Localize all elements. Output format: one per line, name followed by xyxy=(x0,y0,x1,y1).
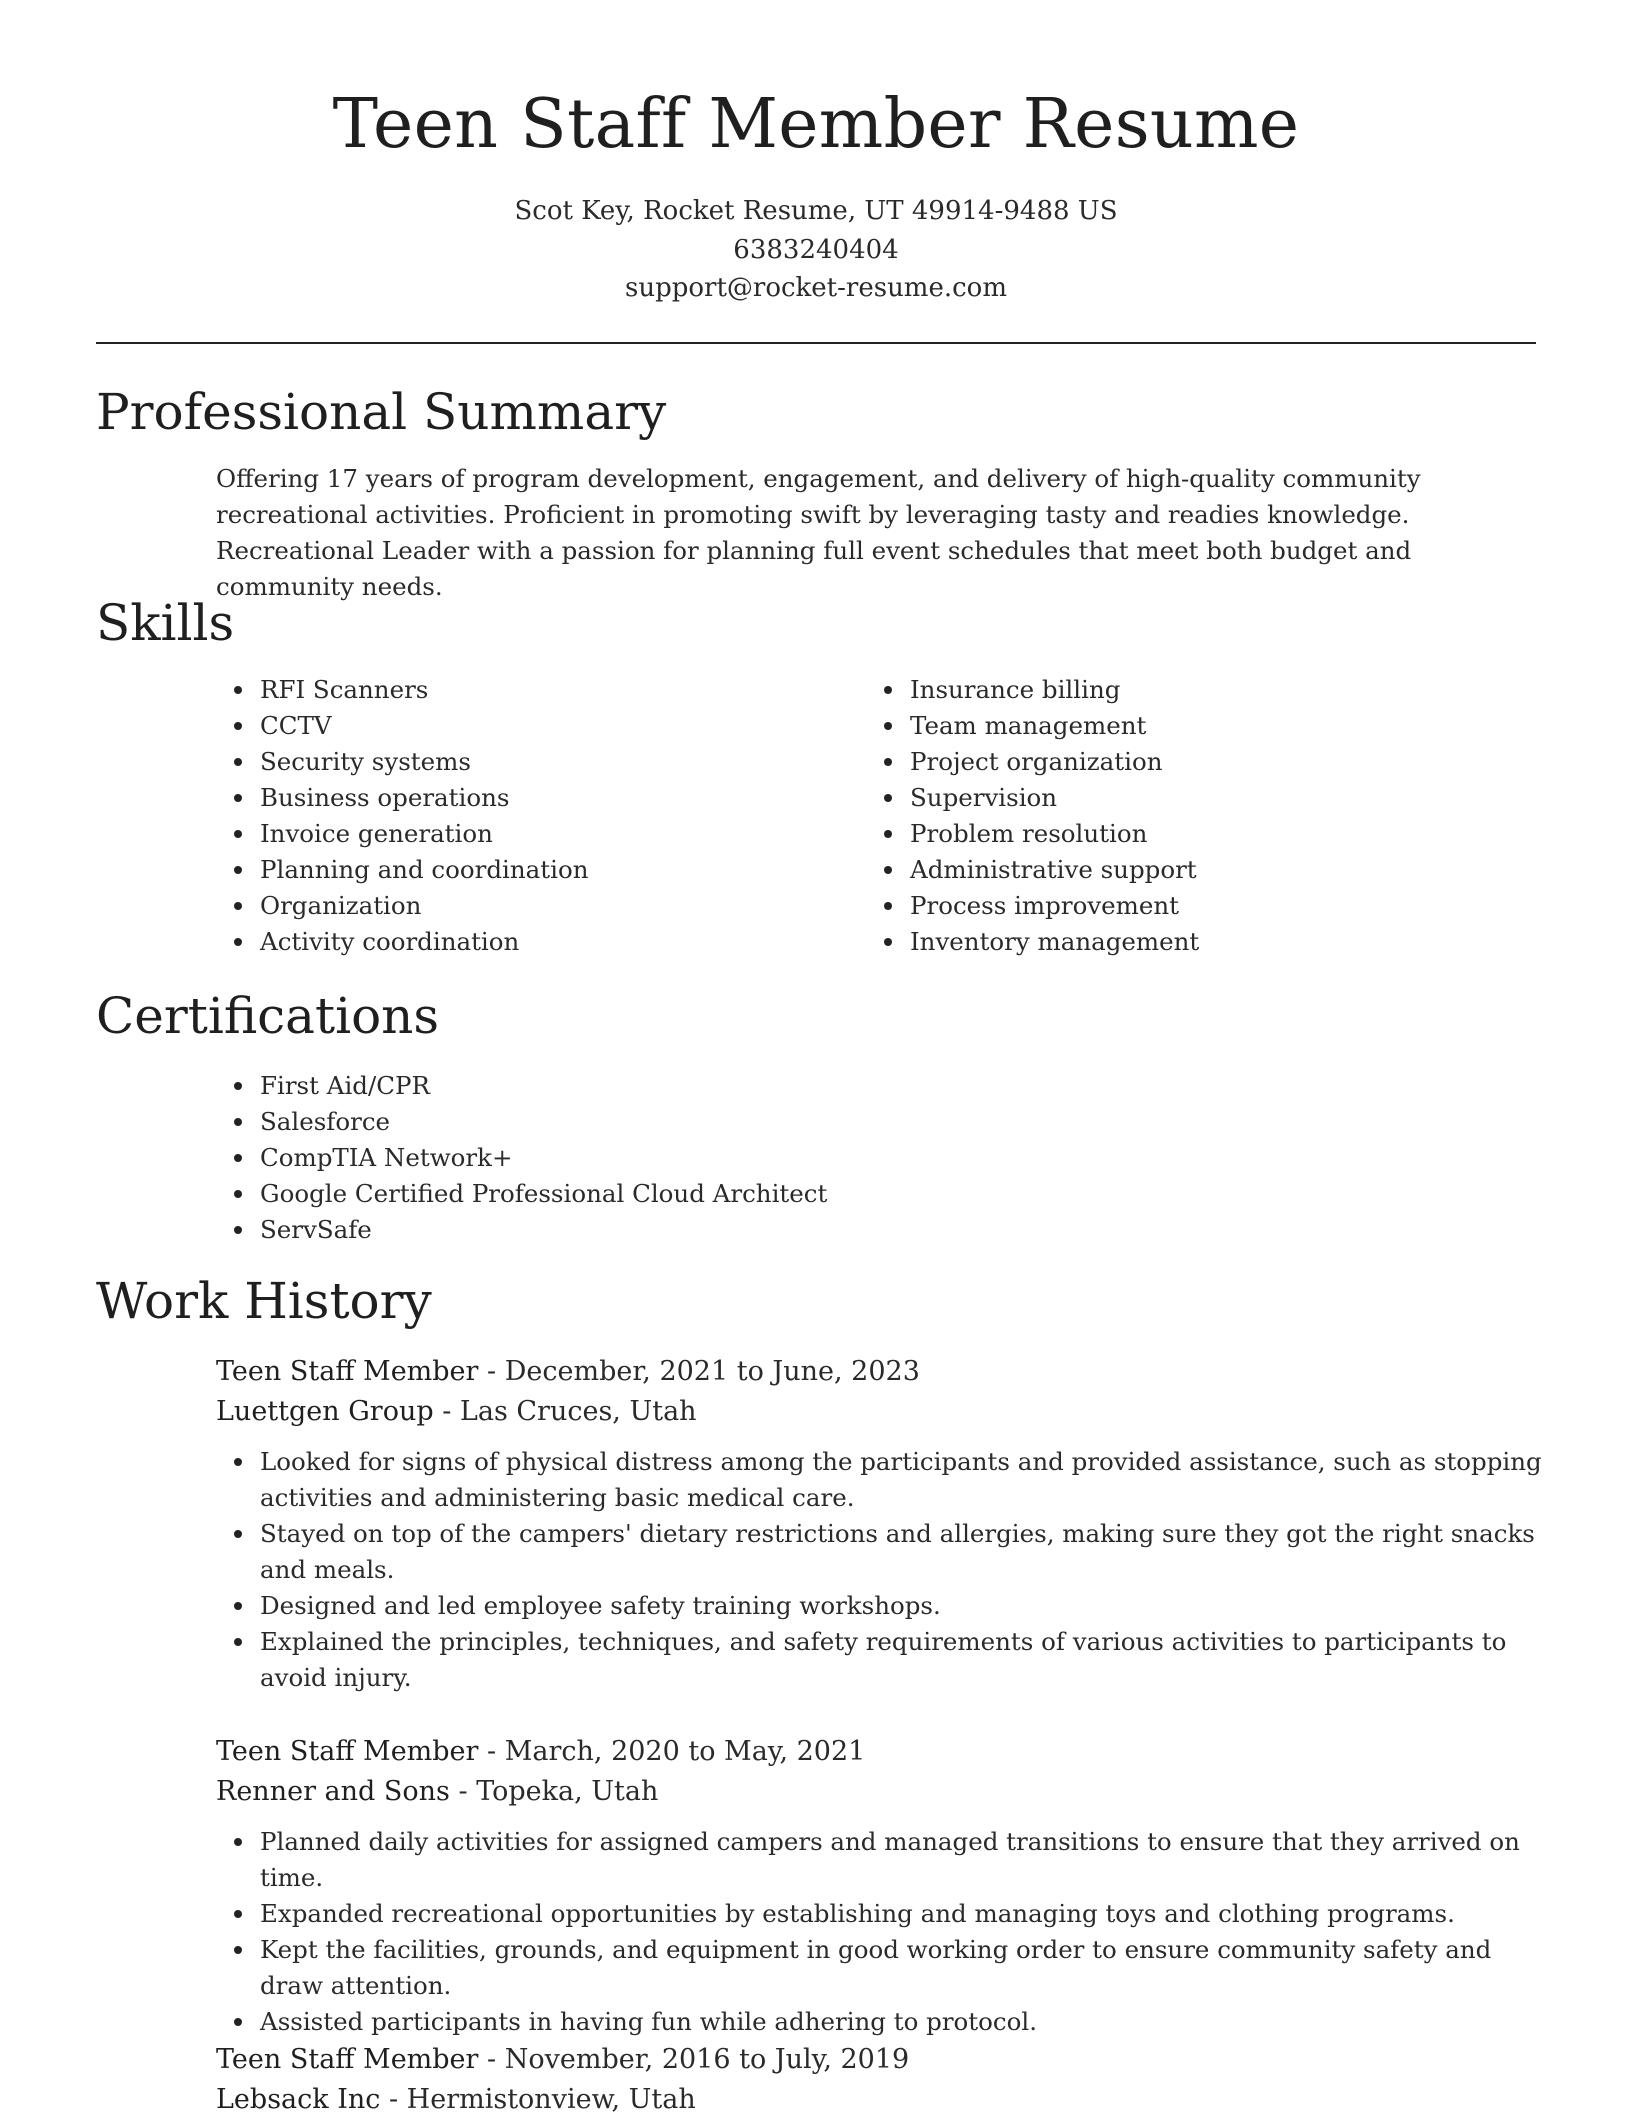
certification-item: CompTIA Network+ xyxy=(260,1140,1560,1176)
skill-item: Problem resolution xyxy=(910,816,1530,852)
skill-item: Insurance billing xyxy=(910,672,1530,708)
skill-item: Project organization xyxy=(910,744,1530,780)
job-company-line xyxy=(216,1772,658,1812)
skills-list-right xyxy=(866,672,1530,960)
job-location: - Las Cruces, Utah xyxy=(433,1396,697,1427)
job-location: - Topeka, Utah xyxy=(449,1776,659,1807)
job-title-line xyxy=(216,1732,865,1772)
job-company-line xyxy=(216,2080,696,2120)
job-bullet: Assisted participants in having fun while adhering to protocol. xyxy=(260,2004,1542,2040)
job-bullet: Planned daily activities for assigned campers and managed transitions to ensure that they arrived on time. xyxy=(260,1824,1542,1896)
job-company: Luettgen Group xyxy=(216,1396,434,1427)
skill-item: Planning and coordination xyxy=(260,852,820,888)
job-title: Teen Staff Member xyxy=(216,2044,479,2075)
certifications-list xyxy=(216,1068,1560,1248)
skill-item: Business operations xyxy=(260,780,820,816)
work-history-heading: Work History xyxy=(96,1272,432,1330)
job-location: - Hermistonview, Utah xyxy=(380,2084,696,2115)
job-dates: - December, 2021 to June, 2023 xyxy=(478,1356,920,1387)
job-bullet: Kept the facilities, grounds, and equipment in good working order to ensure community safety and draw attention. xyxy=(260,1932,1542,2004)
skill-item: Inventory management xyxy=(910,924,1530,960)
summary-text: Offering 17 years of program development, engagement, and delivery of high-quality community recreational activities. Proficient in promoting swift by leveraging tasty and readies knowledge. Recreational Leader with a passion for planning full event schedules that meet both budget and community needs. xyxy=(216,464,1421,601)
job-bullet: Designed and led employee safety training workshops. xyxy=(260,1588,1542,1624)
contact-address: Scot Key, Rocket Resume, UT 49914-9488 US xyxy=(514,196,1118,226)
skill-item: Process improvement xyxy=(910,888,1530,924)
job-title: Teen Staff Member xyxy=(216,1356,479,1387)
skill-item: Administrative support xyxy=(910,852,1530,888)
skills-list-left xyxy=(216,672,820,960)
job-title: Teen Staff Member xyxy=(216,1736,479,1767)
job-bullets xyxy=(216,1824,1542,2040)
certifications-heading: Certifications xyxy=(96,987,440,1045)
skill-item: RFI Scanners xyxy=(260,672,820,708)
resume-title: Teen Staff Member Resume xyxy=(332,85,1300,164)
job-title-line xyxy=(216,1352,920,1392)
skill-item: Security systems xyxy=(260,744,820,780)
job-bullet: Stayed on top of the campers' dietary restrictions and allergies, making sure they got the right snacks and meals. xyxy=(260,1516,1542,1588)
skill-item: Supervision xyxy=(910,780,1530,816)
job-dates: - March, 2020 to May, 2021 xyxy=(478,1736,866,1767)
job-company: Renner and Sons xyxy=(216,1776,450,1807)
certification-item: Salesforce xyxy=(260,1104,1560,1140)
summary-heading: Professional Summary xyxy=(96,383,667,441)
job-company-line xyxy=(216,1392,697,1432)
certification-item: ServSafe xyxy=(260,1212,1560,1248)
certification-item: First Aid/CPR xyxy=(260,1068,1560,1104)
skill-item: Organization xyxy=(260,888,820,924)
job-bullets xyxy=(216,1444,1542,1696)
skill-item: Invoice generation xyxy=(260,816,820,852)
job-dates: - November, 2016 to July, 2019 xyxy=(478,2044,910,2075)
job-company: Lebsack Inc xyxy=(216,2084,381,2115)
contact-email: support@rocket-resume.com xyxy=(624,273,1007,303)
certification-item: Google Certified Professional Cloud Architect xyxy=(260,1176,1560,1212)
header-divider xyxy=(96,342,1536,344)
job-bullet: Explained the principles, techniques, and safety requirements of various activities to participants to avoid injury. xyxy=(260,1624,1542,1696)
contact-phone: 6383240404 xyxy=(733,235,899,265)
skills-heading: Skills xyxy=(96,594,235,652)
job-bullet: Expanded recreational opportunities by establishing and managing toys and clothing programs. xyxy=(260,1896,1542,1932)
job-bullet: Looked for signs of physical distress among the participants and provided assistance, such as stopping activities and administering basic medical care. xyxy=(260,1444,1542,1516)
job-title-line xyxy=(216,2040,909,2080)
skill-item: CCTV xyxy=(260,708,820,744)
skill-item: Activity coordination xyxy=(260,924,820,960)
skill-item: Team management xyxy=(910,708,1530,744)
